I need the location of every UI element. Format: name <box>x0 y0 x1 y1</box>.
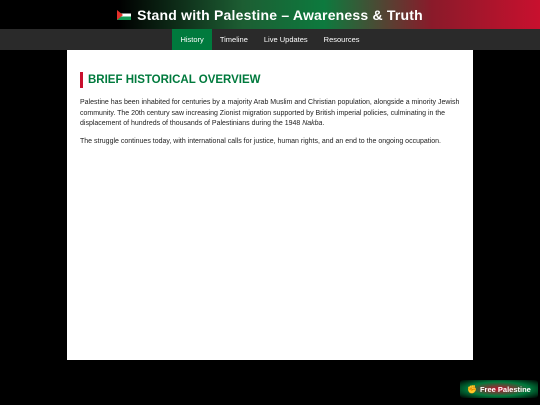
main-nav <box>0 29 540 50</box>
nav-tab-live-updates[interactable]: Live Updates <box>263 35 308 44</box>
raised-fist-icon: ✊ <box>467 384 477 394</box>
nakba-term: Nakba <box>302 120 323 127</box>
top-banner <box>0 0 540 29</box>
overview-paragraph-1-end: . <box>322 120 325 127</box>
nav-tab-resources[interactable]: Resources <box>323 35 360 44</box>
overview-paragraph-1 <box>80 98 460 130</box>
nav-tab-timeline[interactable]: Timeline <box>219 35 248 44</box>
overview-paragraph-1-text: Palestine has been inhabited for centuries by a majority Arab Muslim and Christian population, alongside a minority Jewish community. The 20th century saw increasing Zionist migration supported by British imperial policies, culminating in the displacement of hundreds of thousands of Palestinians during the 1948 <box>80 99 460 127</box>
nav-tab-history[interactable]: History <box>172 29 211 50</box>
site-title-text: Stand with Palestine – Awareness & Truth <box>137 6 423 23</box>
overview-paragraph-2: The struggle continues today, with international calls for justice, human rights, and an end to the ongoing occupation. <box>80 137 441 145</box>
palestine-flag-icon <box>117 10 131 20</box>
content-card <box>67 50 473 360</box>
section-heading: BRIEF HISTORICAL OVERVIEW <box>80 72 460 88</box>
free-palestine-badge[interactable] <box>460 380 538 398</box>
free-palestine-label: Free Palestine <box>479 384 531 394</box>
site-title <box>117 7 423 23</box>
